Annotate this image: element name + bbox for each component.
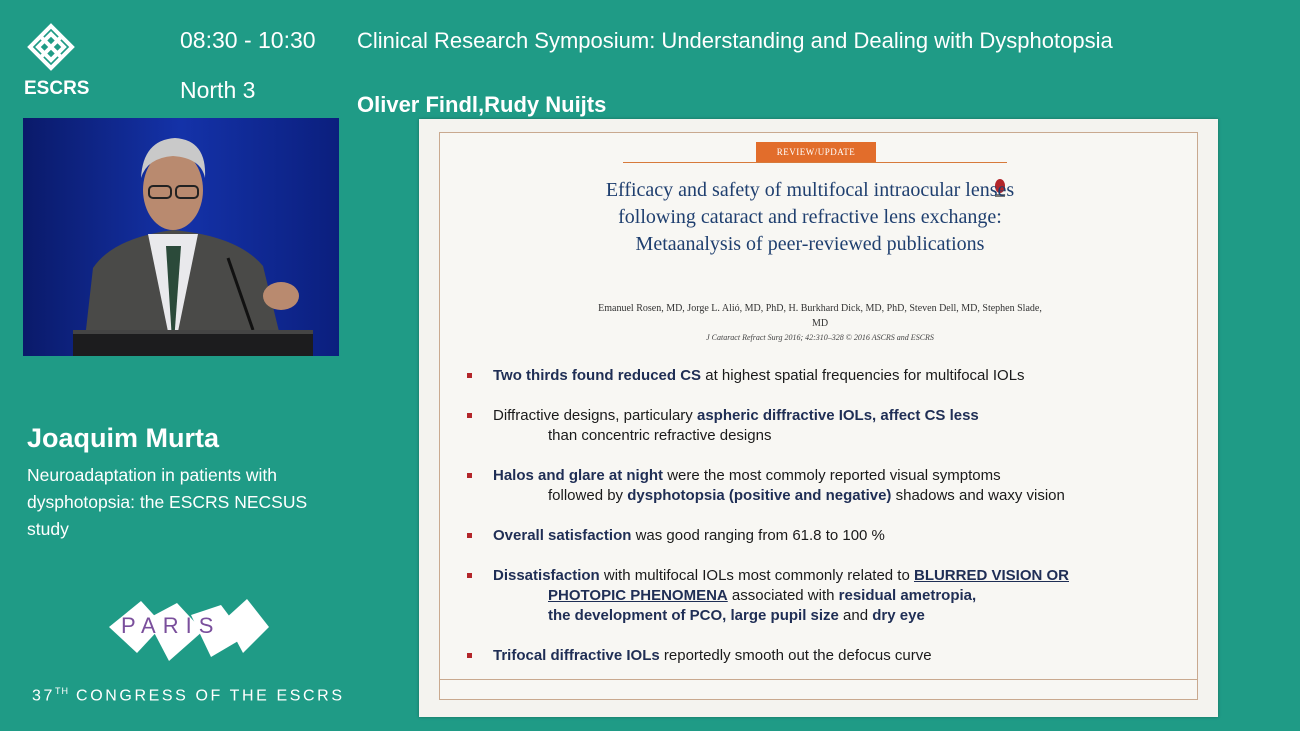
talk-title: Neuroadaptation in patients with dysphotopsia: the ESCRS NECSUS study	[27, 465, 308, 539]
paper-authors: Emanuel Rosen, MD, Jorge L. Alió, MD, PhD, H. Burkhard Dick, MD, PhD, Steven Dell, MD, Stephen Slade, MD	[598, 303, 1042, 329]
session-room: North 3	[180, 77, 256, 103]
paper-title: Efficacy and safety of multifocal intraocular lenses following cataract and refractive lens exchange: Metaanalysis of peer-reviewed publications	[605, 179, 1015, 255]
escrs-logo-text: ESCRS	[24, 78, 90, 99]
session-time: 08:30 - 10:30	[180, 27, 316, 53]
speaker-figure-icon	[23, 118, 339, 356]
bullet-icon	[467, 373, 472, 378]
slide-frame	[439, 132, 1198, 700]
bullet-item: Diffractive designs, particulary aspheric diffractive IOLs, affect CS less than concentric refractive designs	[470, 406, 1190, 446]
presentation-slide	[419, 119, 1218, 717]
bullet-icon	[467, 573, 472, 578]
review-badge: REVIEW/UPDATE	[756, 142, 876, 162]
bullet-item: Halos and glare at night were the most commoly reported visual symptoms followed by dysphotopsia (positive and negative) shadows and waxy vision	[470, 466, 1190, 506]
bullet-icon	[467, 473, 472, 478]
session-title: Clinical Research Symposium: Understanding and Dealing with Dysphotopsia	[357, 28, 1113, 53]
speaker-video	[23, 118, 339, 356]
session-chairs: Oliver Findl,Rudy Nuijts	[357, 92, 607, 117]
bullet-icon	[467, 413, 472, 418]
divider	[440, 679, 1197, 680]
bullet-item: Two thirds found reduced CS at highest spatial frequencies for multifocal IOLs	[470, 366, 1190, 386]
bullet-icon	[467, 533, 472, 538]
bullet-item: Trifocal diffractive IOLs reportedly smooth out the defocus curve	[470, 646, 1190, 666]
bullet-icon	[467, 653, 472, 658]
bullet-item: Overall satisfaction was good ranging from 61.8 to 100 %	[470, 526, 1190, 546]
paper-citation: J Cataract Refract Surg 2016; 42:310–328 © 2016 ASCRS and ESCRS	[706, 333, 934, 342]
bullet-item: Dissatisfaction with multifocal IOLs most commonly related to BLURRED VISION OR PHOTOPIC PHENOMENA associated with residual ametropia, the development of PCO, large pupil size and dry eye	[470, 566, 1190, 626]
speaker-name: Joaquim Murta	[27, 423, 220, 453]
divider	[623, 162, 1007, 163]
congress-title: 37TH CONGRESS OF THE ESCRS	[32, 686, 345, 705]
paris-text: PARIS	[121, 613, 221, 638]
paris-logo	[107, 597, 272, 667]
escrs-logo-icon	[26, 22, 76, 72]
